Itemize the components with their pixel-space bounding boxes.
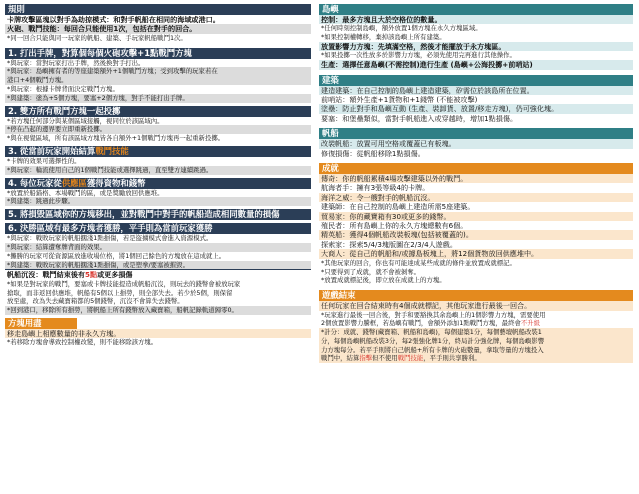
- game-end-score: [319, 354, 633, 363]
- ship-header: 帆船: [319, 128, 633, 139]
- step4-header-highlight: 供應區: [61, 177, 87, 188]
- game-end-note: [319, 319, 633, 328]
- step2-header: 2. 雙方所有戰鬥方塊一起投擲: [5, 106, 311, 117]
- step2-line: *與在視覺區域，所有該區域方塊皆各自額外+1個戰鬥方塊再一起重新投擲。: [7, 134, 225, 143]
- achievement-line: 航海者手：擁有3張等級4的卡牌。: [321, 183, 430, 193]
- game-end-score-highlight: 指擊: [359, 354, 373, 363]
- left-column: [5, 4, 311, 347]
- step6-line: *與玩家：結算遭奪牌背面的效果。: [5, 243, 311, 252]
- game-end-score-highlight: 戰鬥技能: [397, 354, 424, 363]
- step3-line: *卡牌的效果可選擇性的。: [7, 156, 81, 165]
- achievement-line: 貿易家：你的藏寶箱有30或更多的錢幣。: [319, 212, 633, 221]
- achievement-line: 精英船：獲得4個帆船改裝板塊(包括被覆蓋的)。: [319, 230, 633, 239]
- game-end-score-text: 戰鬥中，結算: [321, 354, 360, 363]
- sink-header-text: 帆船沉沒：戰鬥結束後有: [7, 270, 86, 280]
- achievement-note: *放置成就標記後，即立放在成就上的方塊。: [321, 276, 446, 285]
- game-end-header: 遊戲結束: [319, 290, 633, 301]
- achievement-line: 大商人：從自己的帆船和/或據島板塊上，將12個貨物放回供應堆中。: [319, 249, 633, 258]
- step2-line: *若方塊任何部分與某個區域接觸，視同位於該區域內。: [7, 116, 164, 125]
- rules-line: 火砲、戰鬥技能：每回合只能使用1次，包括在對手的回合。: [5, 24, 311, 33]
- step6-line: *攤勝的玩家可從資源區放進收場位格，將1個回己餘色的方塊放在這成就上。: [7, 251, 226, 260]
- sink-line: 搶取，而非返回供應堆，帆船有5個以上損勞，則全部失去。若少於5個，則保留: [7, 288, 233, 297]
- achievement-line: 殖民者：所有島嶼上你的永久方塊總數有6個。: [321, 221, 468, 231]
- step4-line: *與建築：跳過此步驟。: [5, 197, 311, 206]
- step1-line: *與玩家：根據卡牌背面決定戰鬥方塊。: [7, 85, 119, 93]
- square-line: *若移除方塊會導致控制權改變，則不能移除該方塊。: [7, 338, 158, 347]
- game-end-score-text: ，平手則共享勝利。: [423, 354, 481, 363]
- island-line: *如果控制權轉移，棄掉該島嶼上所有建築。: [321, 33, 446, 42]
- rules-header: 規則: [5, 4, 311, 15]
- island-line: 控制：最多方塊且大於空格位的數量。: [319, 15, 633, 24]
- step6-line: *與玩家：戰敗玩家的帆船擱淺1點損傷，若是盜擄模式會進入資源模式。: [7, 234, 213, 243]
- game-end-score: 力方塊每分。若平手則將自己帆船+所有卡牌的火砲數量，拿取等量的方塊投入: [319, 346, 633, 355]
- step2-line: *停在凸起的邊界要立即重新投擲。: [5, 125, 311, 134]
- sink-header-text: 或更多損傷: [97, 270, 133, 280]
- achievement-line: 探索家：探索5/4/3塊版圖在2/3/4人遊戲。: [321, 239, 457, 249]
- achievement-note: *只要得到了成就，就不會被剝奪。: [321, 267, 421, 276]
- step6-header: 6. 決勝區域有最多方塊者獲勝，平手則為當前玩家獲勝: [5, 223, 311, 234]
- island-perm: 放置影響力方塊：先填滿空格，然後才能擺放于永方塊區。: [319, 42, 633, 51]
- build-line: 建造建築：在自己控制的島嶼上建造建築，矽需位於該島所在位置。: [319, 86, 633, 95]
- step6-line: *與建築：戰敗玩家的帆船擱淺1點損傷，或是塑拳/要塞被摧毀。: [5, 261, 311, 270]
- sink-header-highlight: 5點: [85, 270, 98, 280]
- achievements-header: 成就: [319, 163, 633, 174]
- ship-line: 修復損傷：從帆船移除1點損傷。: [321, 148, 425, 158]
- step3-header-highlight: 戰鬥技能: [95, 145, 129, 156]
- ship-line: 改裝帆船：放置可用空格或覆蓋已有板塊。: [319, 139, 633, 148]
- achievement-line: 海洋之威：令一艘對手的帆船沉沒。: [319, 193, 633, 202]
- step4-header: [5, 178, 311, 189]
- step3-line: *與玩家：輪流使用自己的1個戰鬥技能或選擇跳過，直至雙方連續跳過。: [5, 166, 311, 175]
- game-end-score: *計分：成就、錢幣(藏寶箱、帆船和島嶼)，每個建築1分，每個藝壇帆船改裝1: [319, 328, 633, 337]
- rules-line: *同一回合只能與同一玩家的帆船、建築、手玩家帆船戰鬥1次。: [7, 33, 187, 42]
- right-column: [319, 4, 633, 363]
- island-line: 生產：選擇任意島嶼(不需控制)進行生產 (島嶼+公海投擲+前哨站): [319, 60, 633, 69]
- game-end-score: 分，每個島嶼帆船改裝3分，每2張強化牌1分，終局計分強化牌，每個島嶼影響: [319, 337, 633, 346]
- build-header: 建築: [319, 75, 633, 86]
- step1-line: 港口+4個戰鬥方塊。: [5, 76, 311, 85]
- sink-line: *回到港口，移除所有損勞，將帆船上所有錢幣放入藏寶箱，船帆記錄軌道歸零0。: [5, 306, 311, 315]
- step4-line: *放置於船錨格、本場戰鬥的區，或是獎勵放回供應堆。: [7, 188, 164, 197]
- rules-line: 卡牌攻擊區塊以對手為劫掠模式：和對手帆船在相同的海域或港口。: [7, 15, 220, 24]
- island-header: 島嶼: [319, 4, 633, 15]
- game-end-note: *玩家進行最後一回合後，對手和要豁換其余島嶼上的1個影響力方塊，需要使用: [321, 310, 546, 319]
- game-end-note-text: 2個放置影響力騰框，若島嶼有戰鬥，會額外添加1點戰鬥方塊，最終會: [321, 319, 521, 328]
- island-line: *如果投擲一次性放多於影響力方塊，必須先使用完再進行其他操作。: [321, 51, 516, 60]
- achievement-line: 傳奇：你的帆船累積4場攻擊建築以外的戰鬥。: [319, 174, 633, 183]
- game-end-score-text: 但不使用: [372, 354, 398, 363]
- step1-line: *與玩家：當對玩家打出手牌，然後換對手打出。: [7, 58, 145, 67]
- step3-header: [5, 146, 311, 157]
- achievement-line: 建築師：在自己控制的島嶼上建造所需5座建築。: [321, 202, 475, 212]
- step5-header: 5. 將損毀區域你的方塊移出，並對戰鬥中對手的帆船造成相同數量的損傷: [5, 209, 311, 220]
- game-end-line: 任何玩家在回合結束時有4個成就標記，其他玩家進行最後一回合。: [319, 301, 633, 310]
- step3-header-text: 3. 從當前玩家開始結算: [8, 145, 96, 156]
- step1-line: *與玩家：島嶼擁有者的等座建築額外+1個戰鬥方塊；受到攻擊的玩家若在: [5, 67, 311, 76]
- build-line: 要塞：和堡壘類似，當對手帆船進入或穿越時，增加1點損傷。: [321, 113, 518, 123]
- sink-header: [5, 269, 311, 279]
- sink-line: *如果是對玩家的戰鬥，要塞或卡牌技能提造成帆船沉沒，則玩去的錢幣會被放玩家: [7, 279, 241, 288]
- square-line: 移走島嶼上相應數量的非永久方塊。: [5, 329, 311, 338]
- step1-line: *與建築：塗為+5個方塊，要塞+2個方塊，對手不能打出手牌。: [5, 94, 311, 103]
- achievement-note: *其他玩家的回合，你也有可能達成某些成就的條件並放置成就標記。: [321, 258, 516, 267]
- island-line: *任何時刻控制島嶼，額外放置1個方塊在永久方塊區域。: [321, 24, 482, 33]
- step1-header: 1. 打出手牌，對算個每個火砲攻擊+1點戰鬥方塊: [5, 48, 311, 59]
- build-line: 前哨站：額外生產+1貨物和+1錢幣 (不能被攻擊): [321, 95, 478, 105]
- step4-header-text: 4. 每位玩家從: [8, 177, 62, 188]
- sink-line: 放至處，改為失去藏寶箱都的5個錢幣，沉沒不會算失去錢幣。: [7, 297, 184, 306]
- game-end-note-highlight: 不升級: [520, 319, 541, 328]
- step4-header-text: 獲得資物和錢幣: [86, 177, 146, 188]
- square-header: 方塊用盡: [5, 318, 77, 329]
- build-line: 塗壘：防止對手和島嶼互動 (生產、裝卸貨、放置/移走方塊)，仍可強化塊。: [319, 104, 633, 113]
